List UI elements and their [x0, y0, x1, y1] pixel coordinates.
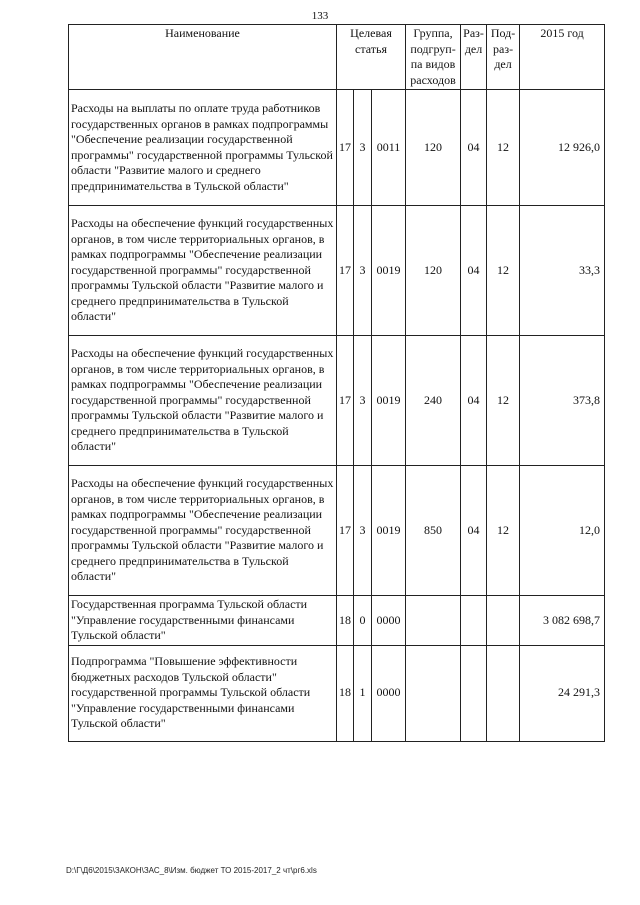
- row-amount: 12 926,0: [520, 90, 605, 206]
- row-group: 120: [406, 206, 461, 336]
- row-code-3: 0000: [372, 645, 406, 741]
- row-code-1: 18: [337, 596, 354, 646]
- row-group: 120: [406, 90, 461, 206]
- row-subsection: [487, 596, 520, 646]
- row-name: Расходы на выплаты по оплате труда работников государственных органов в рамках подпрограммы "Обеспечение реализации государственной программы" государственной программы Тульской области "Развитие малого и среднего предпринимательства в Тульской области": [69, 90, 337, 206]
- row-name: Подпрограмма "Повышение эффективности бюджетных расходов Тульской области" государственной программы Тульской области "Управление государственными финансами Тульской области": [69, 645, 337, 741]
- table-row: [69, 466, 605, 596]
- file-path-footer: D:\Г\Д6\2015\ЗАКОН\ЗАС_8\Изм. бюджет ТО 2015-2017_2 чт\рг6.xls: [66, 866, 317, 875]
- table-header-row: [69, 25, 605, 90]
- row-code-2: 1: [354, 645, 372, 741]
- row-group: 240: [406, 336, 461, 466]
- row-amount: 3 082 698,7: [520, 596, 605, 646]
- row-code-3: 0019: [372, 466, 406, 596]
- table-row: [69, 336, 605, 466]
- row-section: [461, 596, 487, 646]
- row-group: 850: [406, 466, 461, 596]
- row-code-2: 0: [354, 596, 372, 646]
- row-amount: 12,0: [520, 466, 605, 596]
- page-number: 133: [311, 10, 329, 22]
- row-section: 04: [461, 466, 487, 596]
- header-subsection: Под- раз- дел: [487, 25, 520, 90]
- row-section: 04: [461, 336, 487, 466]
- table-row: [69, 206, 605, 336]
- row-code-1: 17: [337, 466, 354, 596]
- row-code-1: 17: [337, 90, 354, 206]
- row-group: [406, 645, 461, 741]
- row-code-3: 0011: [372, 90, 406, 206]
- row-code-3: 0019: [372, 336, 406, 466]
- row-name: Государственная программа Тульской области "Управление государственными финансами Тульской области": [69, 596, 337, 646]
- table-row: [69, 90, 605, 206]
- row-name: Расходы на обеспечение функций государственных органов, в том числе территориальных органов, в рамках подпрограммы "Обеспечение реализации государственной программы" государственной программы Тульской области "Развитие малого и среднего предпринимательства в Тульской области": [69, 206, 337, 336]
- row-name: Расходы на обеспечение функций государственных органов, в том числе территориальных органов, в рамках подпрограммы "Обеспечение реализации государственной программы" государственной программы Тульской области "Развитие малого и среднего предпринимательства в Тульской области": [69, 336, 337, 466]
- table-row: [69, 596, 605, 646]
- header-target-article: Целевая статья: [337, 25, 406, 90]
- row-subsection: 12: [487, 206, 520, 336]
- row-subsection: [487, 645, 520, 741]
- table-row: [69, 645, 605, 741]
- row-section: [461, 645, 487, 741]
- row-code-1: 17: [337, 206, 354, 336]
- row-name: Расходы на обеспечение функций государственных органов, в том числе территориальных органов, в рамках подпрограммы "Обеспечение реализации государственной программы" государственной программы Тульской области "Развитие малого и среднего предпринимательства в Тульской области": [69, 466, 337, 596]
- row-amount: 24 291,3: [520, 645, 605, 741]
- row-amount: 373,8: [520, 336, 605, 466]
- row-code-3: 0000: [372, 596, 406, 646]
- row-code-1: 17: [337, 336, 354, 466]
- row-code-2: 3: [354, 466, 372, 596]
- row-section: 04: [461, 206, 487, 336]
- row-code-2: 3: [354, 336, 372, 466]
- row-group: [406, 596, 461, 646]
- header-section: Раз- дел: [461, 25, 487, 90]
- row-section: 04: [461, 90, 487, 206]
- row-code-1: 18: [337, 645, 354, 741]
- header-group: Группа, подгруп- па видов расходов: [406, 25, 461, 90]
- row-code-2: 3: [354, 90, 372, 206]
- header-name: Наименование: [69, 25, 337, 90]
- row-subsection: 12: [487, 466, 520, 596]
- row-subsection: 12: [487, 336, 520, 466]
- row-code-2: 3: [354, 206, 372, 336]
- budget-table: [68, 24, 605, 742]
- row-amount: 33,3: [520, 206, 605, 336]
- row-subsection: 12: [487, 90, 520, 206]
- row-code-3: 0019: [372, 206, 406, 336]
- header-year: 2015 год: [520, 25, 605, 90]
